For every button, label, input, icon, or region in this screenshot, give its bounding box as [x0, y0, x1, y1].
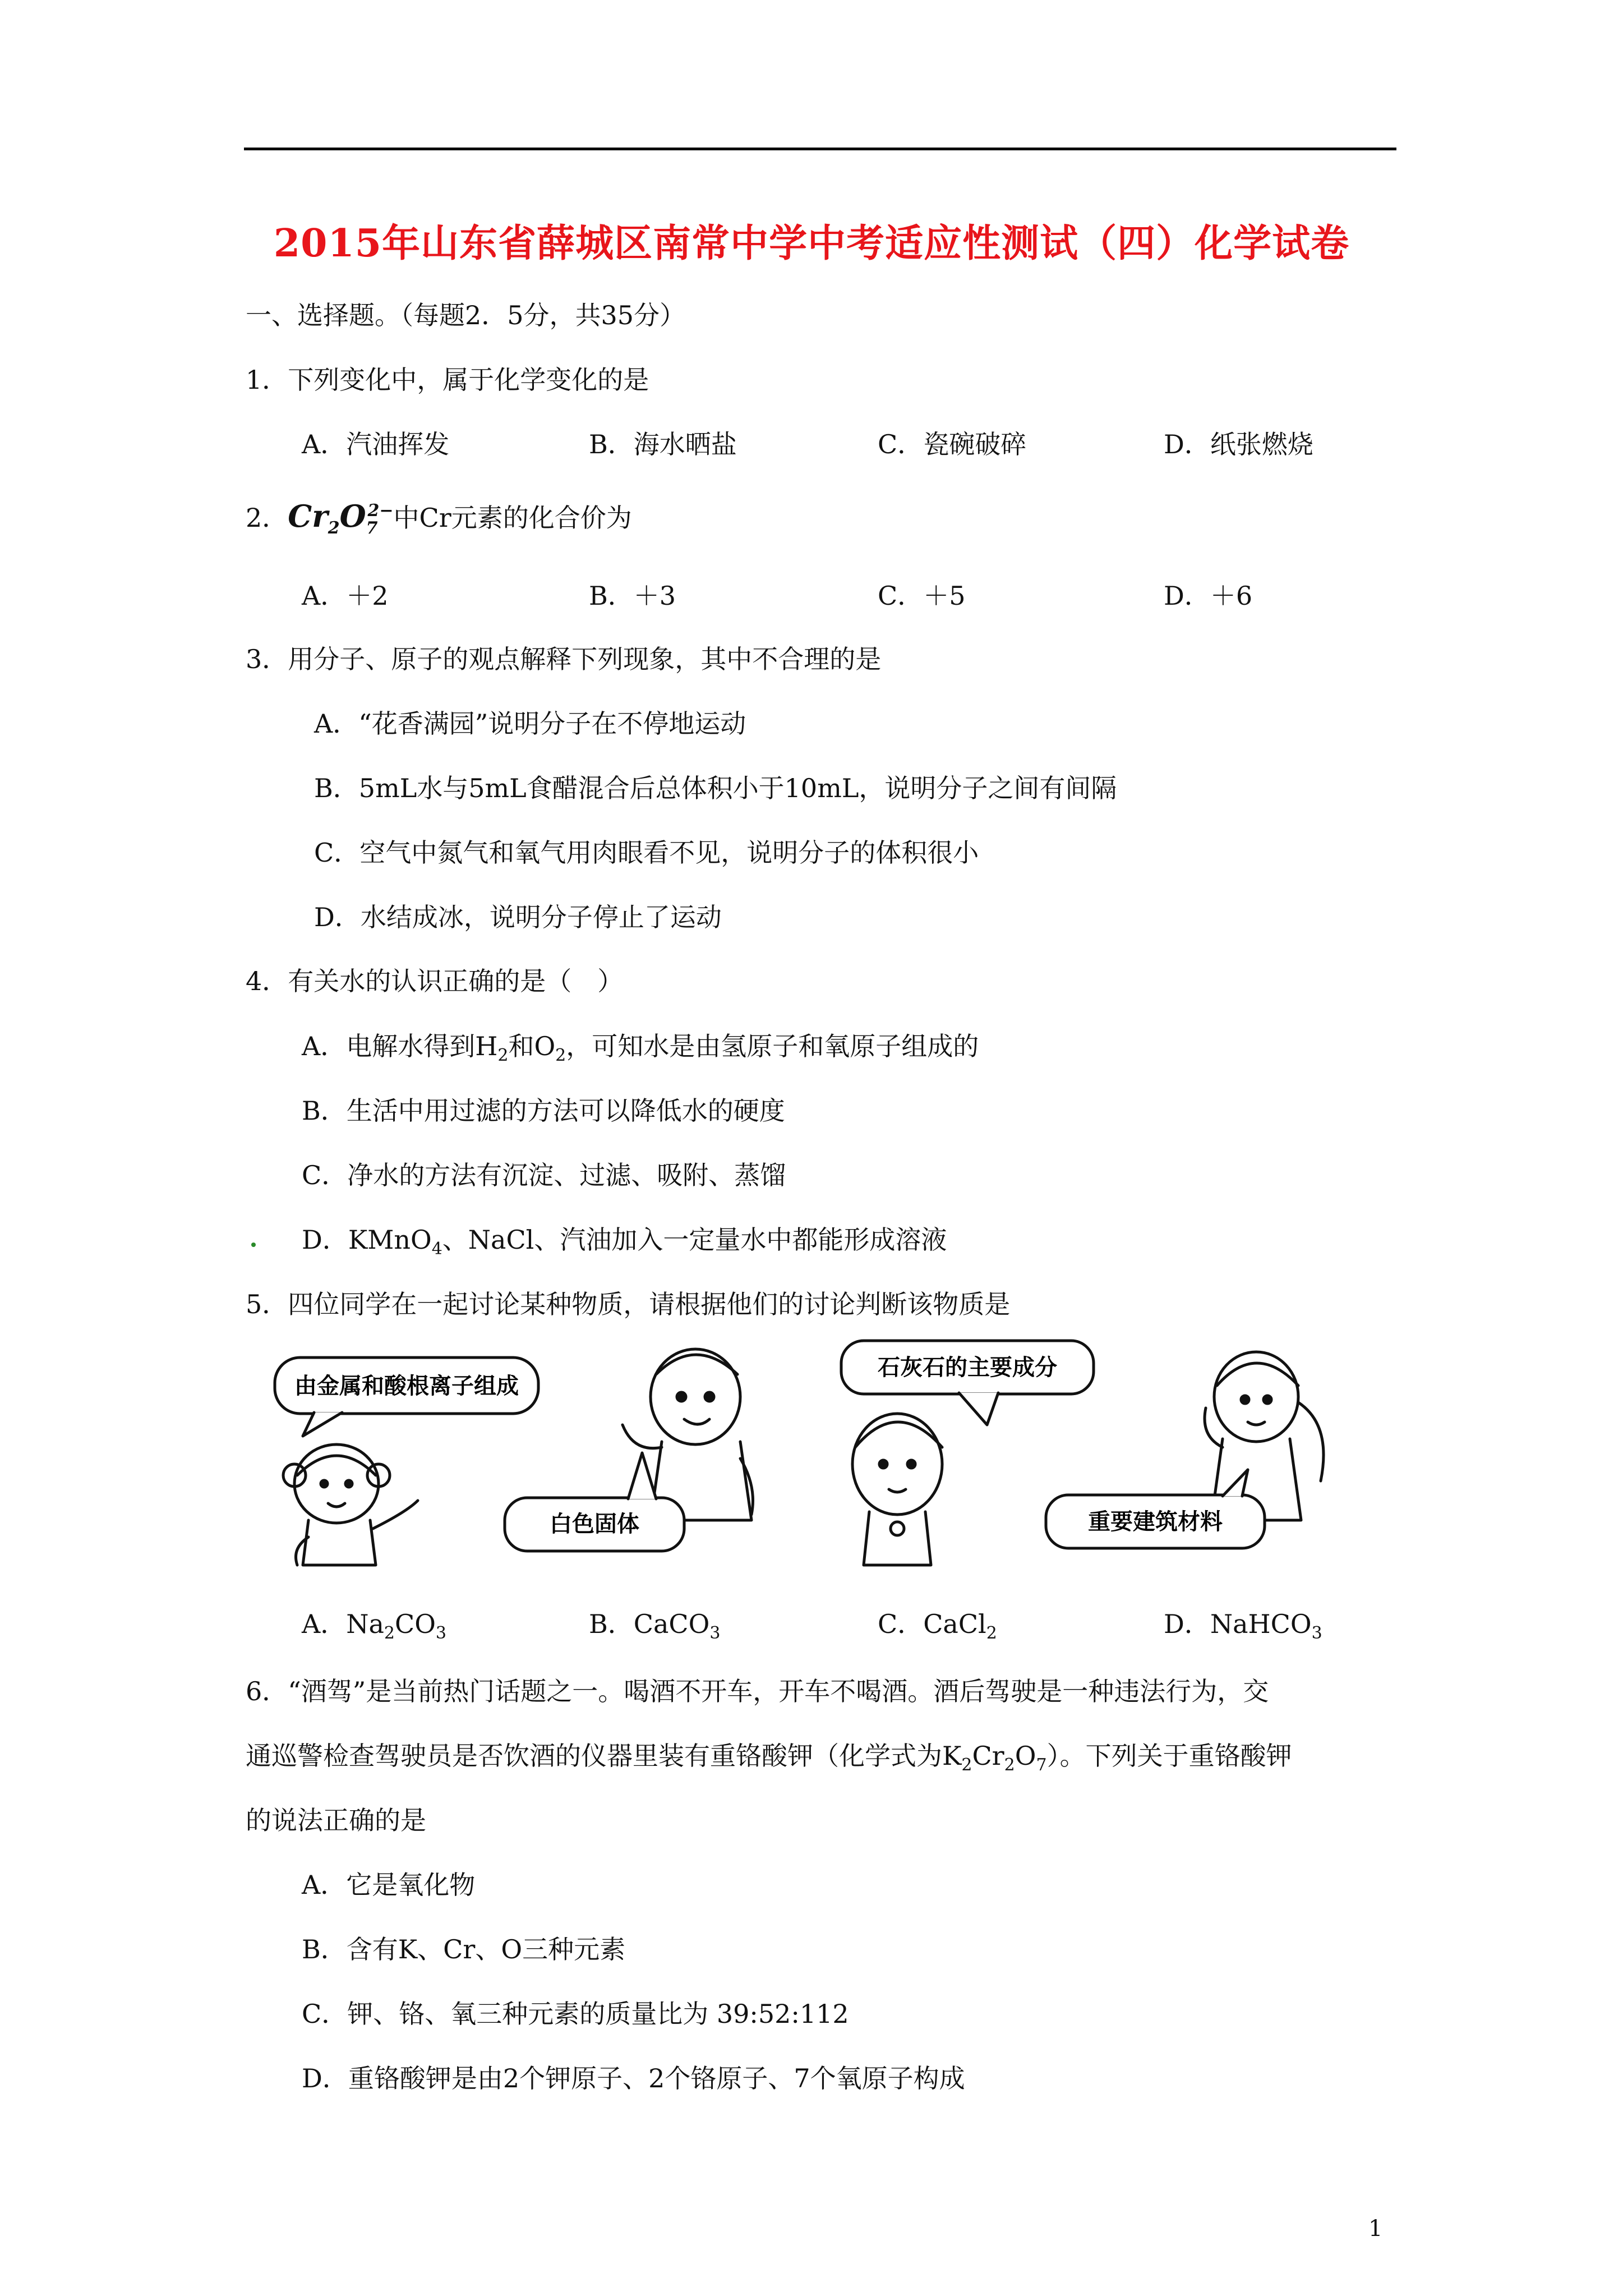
q5-option-c: C．CaCl$_2$: [878, 1609, 997, 1644]
section-heading: 一、选择题。（每题2．5分，共35分）: [246, 300, 686, 330]
bubble-1-text: 由金属和酸根离子组成: [294, 1373, 519, 1399]
q3-option-b: B．5mL水与5mL食醋混合后总体积小于10mL，说明分子之间有间隔: [314, 773, 1117, 803]
q3-option-a: A．“花香满园”说明分子在不停地运动: [314, 708, 746, 739]
q5-option-b: B．CaCO$_3$: [589, 1609, 721, 1644]
q1-stem: 1．下列变化中，属于化学变化的是: [246, 365, 649, 395]
q2-stem: [246, 498, 632, 539]
bubble-3-text: 石灰石的主要成分: [878, 1355, 1057, 1381]
q2-option-a: A．＋2: [302, 581, 389, 611]
bubble-4-text: 重要建筑材料: [1088, 1509, 1223, 1535]
header-rule: [244, 148, 1396, 150]
q2-num: 2．: [246, 503, 288, 533]
q2-option-c: C．＋5: [878, 581, 966, 611]
q3-option-c: C．空气中氮气和氧气用肉眼看不见，说明分子的体积很小: [314, 838, 979, 868]
q2-option-b: B．＋3: [589, 581, 676, 611]
dichromate-formula: $Cr_2O_7^{2-}$: [288, 498, 394, 538]
q4-option-c: C．净水的方法有沉淀、过滤、吸附、蒸馏: [302, 1160, 786, 1190]
q5-stem: 5．四位同学在一起讨论某种物质，请根据他们的讨论判断该物质是: [246, 1289, 1011, 1319]
q4-stem: 4．有关水的认识正确的是（ ）: [246, 966, 624, 996]
q1-option-c: C．瓷碗破碎: [878, 429, 1027, 459]
q4-option-d: D．KMnO$_4$、NaCl、汽油加入一定量水中都能形成溶液: [302, 1225, 947, 1259]
q6-option-b: B．含有K、Cr、O三种元素: [302, 1934, 626, 1964]
students-discussion-illustration: [269, 1335, 1391, 1571]
q6-stem-line-1: 6．“酒驾”是当前热门话题之一。喝酒不开车，开车不喝酒。酒后驾驶是一种违法行为，交: [246, 1676, 1269, 1706]
q2-option-d: D．＋6: [1164, 581, 1253, 611]
q6-option-d: D．重铬酸钾是由2个钾原子、2个铬原子、7个氧原子构成: [302, 2063, 965, 2093]
q6-stem-line-3: 的说法正确的是: [246, 1805, 426, 1835]
q1-option-a: A．汽油挥发: [302, 429, 450, 459]
q6-option-c: C．钾、铬、氧三种元素的质量比为 39:52:112: [302, 1999, 849, 2029]
q4-option-b: B．生活中用过滤的方法可以降低水的硬度: [302, 1096, 785, 1126]
q2-stem-text: 中Cr元素的化合价为: [393, 503, 632, 533]
q1-option-b: B．海水晒盐: [589, 429, 737, 459]
q1-option-d: D．纸张燃烧: [1164, 429, 1313, 459]
q3-stem: 3．用分子、原子的观点解释下列现象，其中不合理的是: [246, 644, 882, 674]
q5-option-a: A．$Na_2CO_3$: [302, 1609, 447, 1644]
page-number: 1: [1368, 2216, 1383, 2242]
bubble-2-text: 白色固体: [550, 1511, 639, 1537]
q6-stem-line-2: 通巡警检查驾驶员是否饮酒的仪器里装有重铬酸钾（化学式为$K_2Cr_2O_7$）。下列关于重铬酸钾: [246, 1741, 1292, 1775]
q6-option-a: A．它是氧化物: [302, 1870, 476, 1900]
q4-option-a: A．电解水得到$H_2$和$O_2$，可知水是由氢原子和氧原子组成的: [302, 1031, 979, 1066]
exam-title: 2015年山东省薛城区南常中学中考适应性测试（四）化学试卷: [273, 221, 1350, 266]
stray-mark: [251, 1243, 256, 1247]
q3-option-d: D．水结成冰，说明分子停止了运动: [314, 902, 722, 932]
girl-1-figure: [283, 1444, 418, 1565]
boy-2-figure: [852, 1414, 942, 1565]
q5-option-d: D．NaHCO$_3$: [1164, 1609, 1322, 1644]
